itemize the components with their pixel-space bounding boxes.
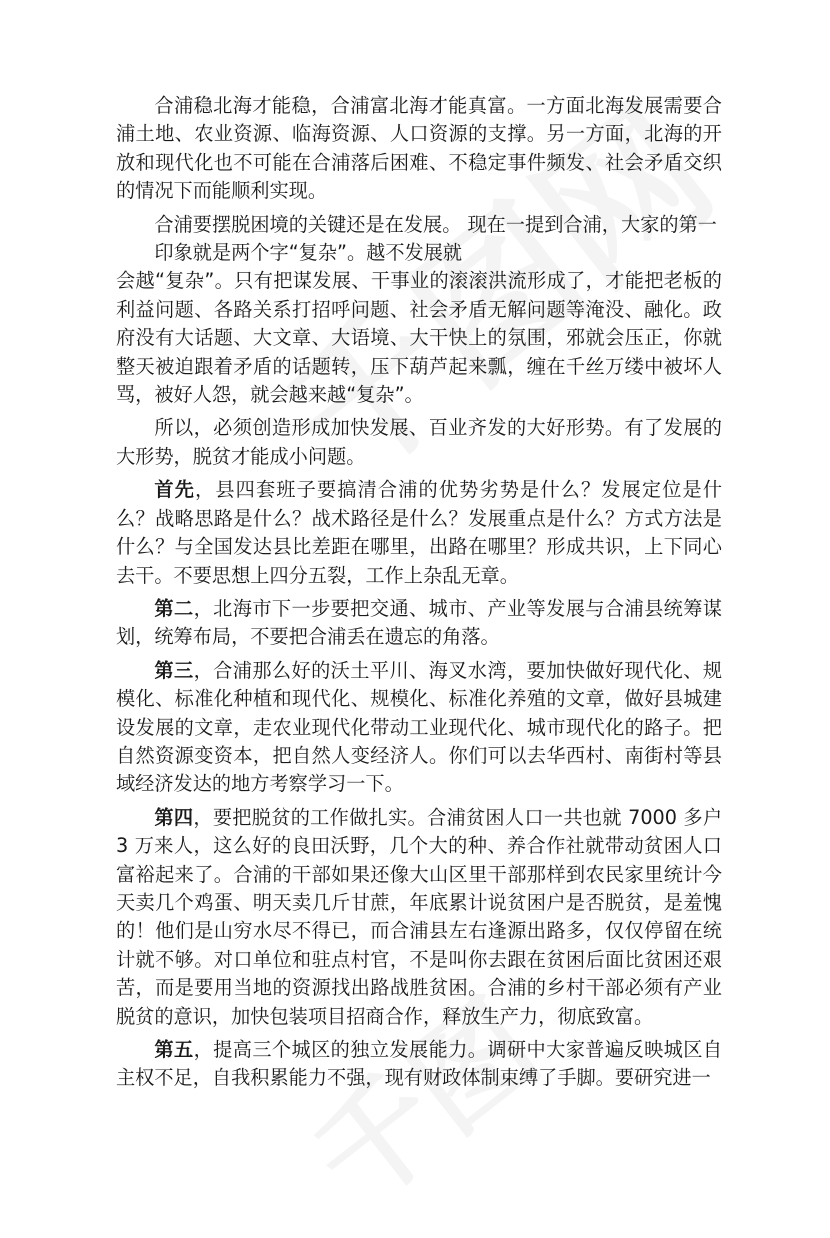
paragraph-6 <box>116 595 722 652</box>
paragraph-5 <box>116 476 722 590</box>
paragraph-3 <box>116 267 722 409</box>
paragraph-text: 所以，必须创造形成加快发展、百业齐发的大好形势。有了发展的大形势，脱贫才能成小问题。 <box>116 416 722 468</box>
paragraph-text: ，北海市下一步要把交通、城市、产业等发展与合浦县统筹谋划，统筹布局，不要把合浦丢在遗忘的角落。 <box>116 596 723 649</box>
paragraph-text-continued: 印象就是两个字“复杂”。越不发展就 <box>154 241 463 265</box>
paragraph-9 <box>116 1036 722 1093</box>
paragraph-text: ，县四套班子要搞清合浦的优势劣势是什么？发展定位是什么？战略思路是什么？战术路径是什么？发展重点是什么？方式方法是什么？与全国发达县比差距在哪里，出路在哪里？形成共识，上下同心去干。不要思想上四分五裂，工作上杂乱无章。 <box>116 478 722 587</box>
paragraph-text: ，合浦那么好的沃土平川、海叉水湾，要加快做好现代化、规模化、标准化种植和现代化、规模化、标准化养殖的文章，做好县城建设发展的文章，走农业现代化带动工业现代化、城市现代化的路子。把自然资源变资本，把自然人变经济人。你们可以去华西村、南街村等县域经济发达的地方考察学习一下。 <box>116 658 723 796</box>
paragraph-8 <box>116 804 722 1031</box>
paragraph-lead: 第四 <box>154 805 194 829</box>
paragraph-1 <box>116 92 722 206</box>
paragraph-text: 合浦稳北海才能稳，合浦富北海才能真富。一方面北海发展需要合浦土地、农业资源、临海资源、人口资源的支撑。另一方面，北海的开放和现代化也不可能在合浦落后困难、不稳定事件频发、社会矛盾交织的情况下而能顺利实现。 <box>116 94 722 203</box>
paragraph-lead: 第三 <box>154 658 194 682</box>
paragraph-text: ，要把脱贫的工作做扎实。合浦贫困人口一共也就 7000 多户 3 万来人，这么好的良田沃野，几个大的种、养合作社就带动贫困人口富裕起来了。合浦的干部如果还像大山区里干部那样到农民家里统计今天卖几个鸡蛋、明天卖几斤甘蔗，年底累计说贫困户是否脱贫，是羞愧 的！他们是山穷水尽不得已，而合浦县左右逢源出路多，仅仅停留在统 计就不够。对口单位和驻点村官，不是叫你去跟在贫困后面比贫困还艰 苦，而是要用当地的资源找出路战胜贫困。合浦的乡村干部必须有产业 脱贫的意识，加快包装项目招商合作，释放生产力，彻底致富。 <box>116 805 723 1028</box>
paragraph-4 <box>116 414 722 471</box>
paragraph-lead: 首先 <box>154 478 196 502</box>
paragraph-lead: 第五 <box>154 1038 194 1061</box>
paragraph-2 <box>116 211 722 268</box>
paragraph-text: ，提高三个城区的独立发展能力。调研中大家普遍反映城区自主权不足，自我积累能力不强，现有财政体制束缚了手脚。要研究进一 <box>116 1038 723 1090</box>
document-body <box>116 92 722 1098</box>
paragraph-text: 合浦要摆脱困境的关键还是在发展。 现在一提到合浦，大家的第一 <box>154 212 717 236</box>
paragraph-text: 会越“复杂”。只有把谋发展、干事业的滚滚洪流形成了，才能把老板的利益问题、各路关系打招呼问题、社会矛盾无解问题等淹没、融化。政府没有大话题、大文章、大语境、大干快上的氛围，邪就会压正，你就整天被迫跟着矛盾的话题转，压下葫芦起来瓢，缠在千丝万缕中被坏人骂，被好人怨，就会越来越“复杂”。 <box>116 269 722 407</box>
paragraph-lead: 第二 <box>154 596 194 620</box>
paragraph-7 <box>116 657 722 799</box>
